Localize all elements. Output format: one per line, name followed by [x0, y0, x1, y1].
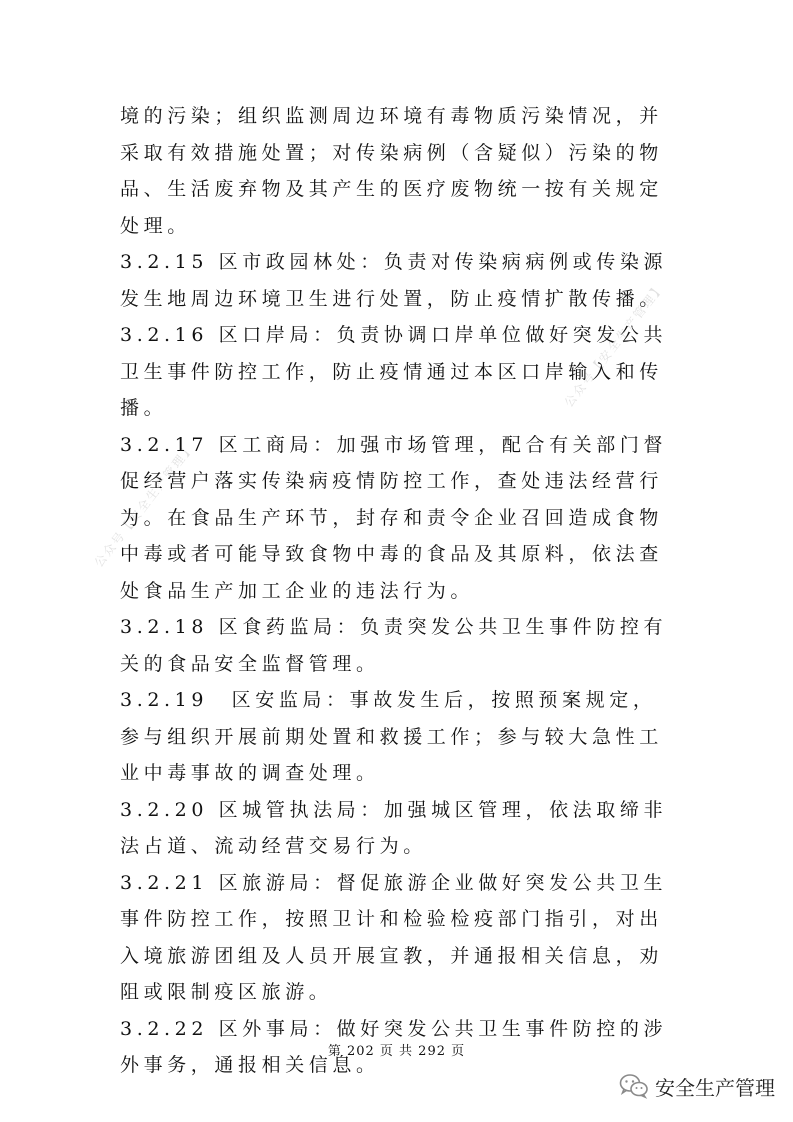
paragraph: 3.2.21 区旅游局：督促旅游企业做好突发公共卫生事件防控工作，按照卫计和检验检疫部门指引，对出入境旅游团组及人员开展宣教，并通报相关信息，劝阻或限制疫区旅游。	[120, 871, 668, 1003]
paragraph: 3.2.15 区市政园林处：负责对传染病病例或传染源发生地周边环境卫生进行处置，防止疫情扩散传播。	[120, 251, 668, 310]
wechat-icon	[619, 1073, 649, 1099]
document-body	[120, 98, 680, 1084]
brand-badge	[619, 1070, 775, 1102]
watermark: 公众号【安全生产管理】	[91, 439, 198, 570]
brand-name: 安全生产管理	[655, 1075, 775, 1100]
paragraph: 3.2.16 区口岸局：负责协调口岸单位做好突发公共卫生事件防控工作，防止疫情通过本区口岸输入和传播。	[120, 324, 668, 419]
watermark: 公众号【安全生产管理】	[561, 279, 668, 410]
paragraph: 3.2.19 区安监局：事故发生后，按照预案规定，参与组织开展前期处置和救援工作；参与较大急性工业中毒事故的调查处理。	[120, 689, 663, 784]
page-number: 第 202 页 共 292 页	[327, 1044, 466, 1059]
paragraph: 3.2.18 区食药监局：负责突发公共卫生事件防控有关的食品安全监督管理。	[120, 616, 668, 675]
paragraph: 境的污染；组织监测周边环境有毒物质污染情况，并采取有效措施处置；对传染病例（含疑似）污染的物品、生活废弃物及其产生的医疗废物统一按有关规定处理。	[120, 105, 663, 237]
paragraph: 3.2.22 区外事局：做好突发公共卫生事件防控的涉外事务，通报相关信息。	[120, 1017, 668, 1076]
paragraph: 3.2.17 区工商局：加强市场管理，配合有关部门督促经营户落实传染病疫情防控工作，查处违法经营行为。在食品生产环节，封存和责令企业召回造成食物中毒或者可能导致食物中毒的食品及其原料，依法查处食品生产加工企业的违法行为。	[120, 433, 668, 602]
paragraph: 3.2.20 区城管执法局：加强城区管理，依法取缔非法占道、流动经营交易行为。	[120, 798, 668, 857]
